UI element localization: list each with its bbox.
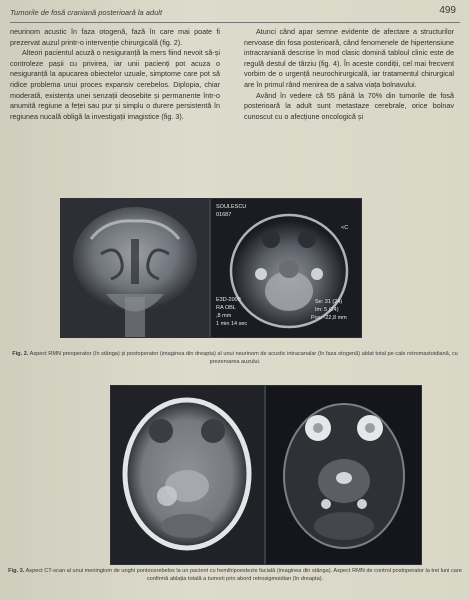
- mri-axial-image: [211, 199, 361, 337]
- mri-axial-scan: [211, 199, 361, 337]
- mri-postop-scan: [266, 386, 421, 564]
- right-text-column: [244, 27, 454, 122]
- mri-coronal-image: [61, 199, 209, 337]
- scan-overlay-date: E3D-2009: [216, 297, 241, 303]
- running-header: [10, 6, 460, 23]
- scan-overlay-ra: RA OBL: [216, 305, 236, 311]
- left-text-column: [10, 27, 220, 122]
- scan-overlay-im: Im: 5 (24): [315, 307, 339, 313]
- scan-overlay-pos: Pos: -22,8 mm: [311, 315, 347, 321]
- figure-2-caption: [8, 351, 462, 366]
- paragraph: Alteori pacientul acuză o nesiguranță la mers fiind nevoit să-și controleze pașii cu privirea, iar unii pacienți pot acuza o nesiguranță la apucarea obiectelor uzuale, simptome care pot să ridice problema unui proces expansiv cerebelos. Diplopia, chiar moderată, existența unei senzații deosebite și permanente într-o anumită regiune a feței sau pur și simplu o durere persistentă în regiunea nucală obligă la investigații imagistice (fig. 3).: [10, 48, 220, 121]
- scan-overlay-side: <C: [341, 225, 349, 231]
- figure-3: [110, 385, 422, 565]
- caption-text: Aspect CT-scan al unui meningiom de unghi pontocerebelos la un pacient cu hemihipoestezie facială (imaginea din stânga). Aspect RMN de control postoperator la trei luni care confirmă ablația totală a tumorii prin abord retrosigmoidian (în dreapta).: [25, 568, 462, 582]
- scan-overlay-name: SOULESCU: [216, 204, 247, 210]
- caption-label: Fig. 3.: [8, 568, 25, 574]
- ct-axial-scan: [111, 386, 264, 564]
- paragraph: Atunci când apar semne evidente de afectare a structurilor nervoase din fosa posterioară, când fenomenele de hipertensiune intracraniană descrise în mod clasic domină tabloul clinic este de regulă destul de târziu (fig. 4). În aceste condiții, cel mai frecvent vorbim de o urgență neurochirurgicală, iar tratamentul chirurgical are în primul rând menirea de a salva viața bolnavului.: [244, 27, 454, 89]
- caption-label: Fig. 2.: [12, 351, 29, 357]
- caption-text: Aspect RMN preoperator (în stânga) și postoperator (imaginea din dreapta) al unui neurinom de acustic intracanalar (în faza otogenă) ablat total pe cale retromastoidiană, cu prezervarea auzului.: [29, 351, 458, 365]
- running-title: Tumorile de fosă craniană posterioară la adult: [10, 8, 163, 17]
- paragraph: Având în vedere că 55 până la 70% din tumorile de fosă posterioară la adult sunt metastaze cerebrale, orice bolnav cunoscut cu o afecțiune oncologică și: [244, 90, 454, 121]
- scan-overlay-id: 01687: [216, 212, 232, 218]
- figure-2: [60, 198, 362, 338]
- ct-scan-image: [111, 386, 264, 564]
- scan-overlay-time: 1 min 14 sec: [216, 321, 248, 327]
- mri-coronal-scan: [61, 199, 209, 337]
- page-number: 499: [439, 5, 456, 16]
- scan-overlay-se: Se: 31 (24): [315, 299, 343, 305]
- scan-overlay-mm: ,8 mm: [216, 313, 232, 319]
- paragraph: neurinom acustic în faza otogenă, fază în care mai poate fi prezervat auzul printr-o intervenție chirurgicală (fig. 2).: [10, 27, 220, 47]
- mri-postop-image: [266, 386, 421, 564]
- figure-3-caption: [8, 568, 462, 583]
